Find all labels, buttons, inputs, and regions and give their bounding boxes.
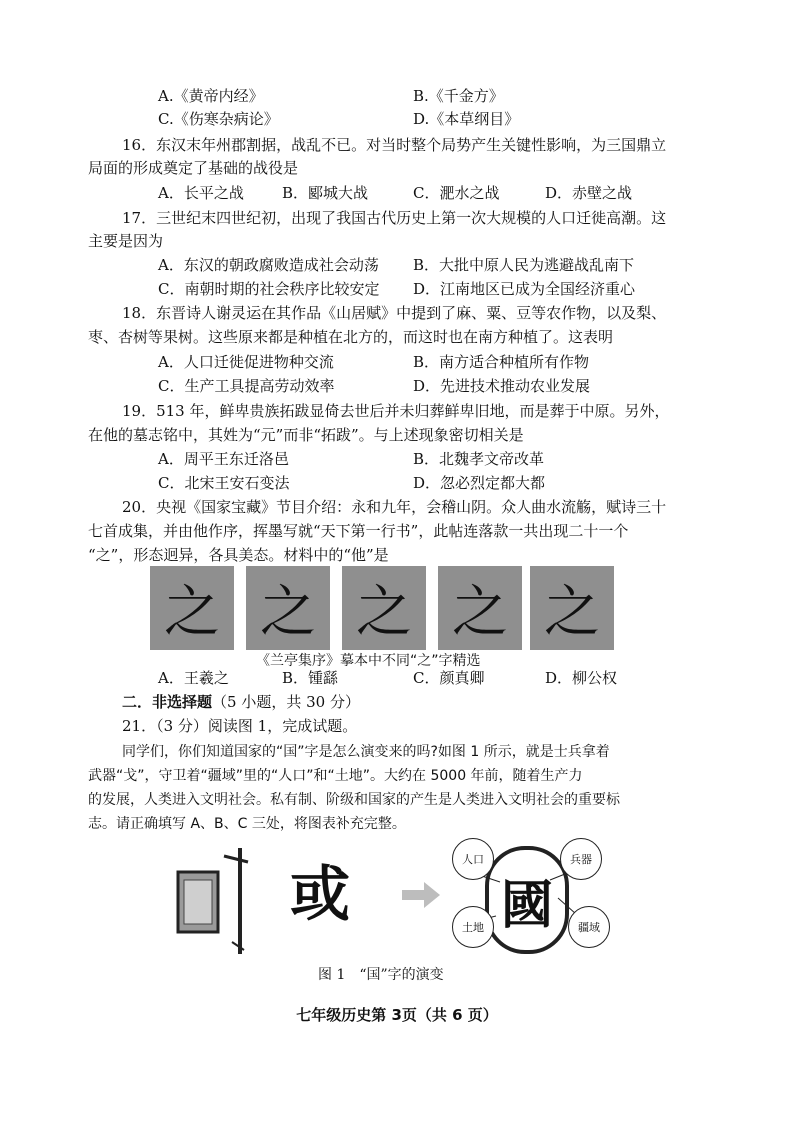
q17-option-d: D．江南地区已成为全国经济重心 [413,280,636,298]
guo-seal-character: 國 [485,846,569,954]
q18-option-c: C．生产工具提高劳动效率 [158,377,335,395]
q18-option-a: A．人口迁徙促进物种交流 [158,353,334,371]
q16-option-b: B．郾城大战 [282,184,369,202]
calligraphy-sample-4: 之 [438,566,522,650]
q21-stem: 21．（3 分）阅读图 1，完成试题。 [122,717,358,735]
section2-title: 二．非选择题 [122,693,213,711]
q19-option-c: C．北宋王安石变法 [158,474,290,492]
calligraphy-sample-3: 之 [342,566,426,650]
figure-1-caption: 图 1 “国”字的演变 [318,967,444,983]
q16-stem-line1: 16．东汉末年州郡割据，战乱不已。对当时整个局势产生关键性影响，为三国鼎立 [122,136,667,154]
label-renkou: 人口 [452,838,494,880]
arrow-right-icon [402,882,442,908]
q20-option-d: D．柳公权 [545,669,618,687]
q15-option-c: C.《伤寒杂病论》 [158,110,279,128]
q20-option-b: B．锺繇 [282,669,339,687]
q20-stem-line3: “之”，形态迥异，各具美态。材料中的“他”是 [88,546,389,564]
q15-option-d: D.《本草纲目》 [413,110,520,128]
q16-option-a: A．长平之战 [158,184,244,202]
q17-stem-line2: 主要是因为 [88,232,164,250]
page-footer: 七年级历史第 3页（共 6 页） [296,1006,498,1024]
q16-option-d: D．赤壁之战 [545,184,633,202]
q19-stem-line1: 19．513 年，鲜卑贵族拓跋显倚去世后并未归葬鲜卑旧地，而是葬于中原。另外， [122,402,670,420]
section2-heading [122,692,360,712]
q21-paragraph-line2: 武器“戈”，守卫着“疆域”里的“人口”和“土地”。大约在 5000 年前，随着生产力 [88,768,583,784]
q17-option-b: B．大批中原人民为逃避战乱南下 [413,256,635,274]
q15-option-b: B.《千金方》 [413,87,504,105]
q20-stem-line1: 20．央视《国家宝藏》节目介绍：永和九年，会稽山阴。众人曲水流觞，赋诗三十 [122,498,667,516]
guo-variant-character: 或 [290,860,350,930]
q16-stem-line2: 局面的形成奠定了基础的战役是 [88,159,299,177]
q19-stem-line2: 在他的墓志铭中，其姓为“元”而非“拓跋”。与上述现象密切相关是 [88,426,524,444]
calligraphy-sample-5: 之 [530,566,614,650]
q20-stem-line2: 七首成集，并由他作序，挥墨写就“天下第一行书”，此帖连落款一共出现二十一个 [88,522,629,540]
label-tudi: 土地 [452,906,494,948]
q19-option-a: A．周平王东迁洛邑 [158,450,289,468]
q19-option-d: D．忽必烈定都大都 [413,474,546,492]
q17-option-c: C．南朝时期的社会秩序比较安定 [158,280,380,298]
figure-1 [170,832,630,962]
label-jiangyu: 疆域 [568,906,610,948]
q15-option-a: A.《黄帝内经》 [158,87,264,105]
q19-option-b: B．北魏孝文帝改革 [413,450,545,468]
q18-stem-line2: 枣、杏树等果树。这些原来都是种植在北方的，而这时也在南方种植了。这表明 [88,328,614,346]
q17-stem-line1: 17．三世纪末四世纪初，出现了我国古代历史上第一次大规模的人口迁徙高潮。这 [122,209,667,227]
q20-option-a: A．王羲之 [158,669,229,687]
q21-paragraph-line4: 志。请正确填写 A、B、C 三处，将图表补充完整。 [88,816,406,832]
section2-note: （5 小题，共 30 分） [212,693,360,711]
q18-option-d: D．先进技术推动农业发展 [413,377,591,395]
calligraphy-sample-1: 之 [150,566,234,650]
q20-option-c: C．颜真卿 [413,669,485,687]
label-bingqi: 兵器 [560,838,602,880]
q21-paragraph-line3: 的发展，人类进入文明社会。私有制、阶级和国家的产生是人类进入文明社会的重要标 [88,792,620,808]
ancient-guo-glyph-image [170,842,260,960]
q17-option-a: A．东汉的朝政腐败造成社会动荡 [158,256,379,274]
q18-option-b: B．南方适合种植所有作物 [413,353,590,371]
q16-option-c: C．淝水之战 [413,184,500,202]
q18-stem-line1: 18．东晋诗人谢灵运在其作品《山居赋》中提到了麻、粟、豆等农作物，以及梨、 [122,304,667,322]
calligraphy-caption: 《兰亭集序》摹本中不同“之”字精选 [256,653,481,669]
calligraphy-samples [150,566,600,652]
calligraphy-sample-2: 之 [246,566,330,650]
q21-paragraph-line1: 同学们，你们知道国家的“国”字是怎么演变来的吗?如图 1 所示，就是士兵拿着 [122,744,610,760]
